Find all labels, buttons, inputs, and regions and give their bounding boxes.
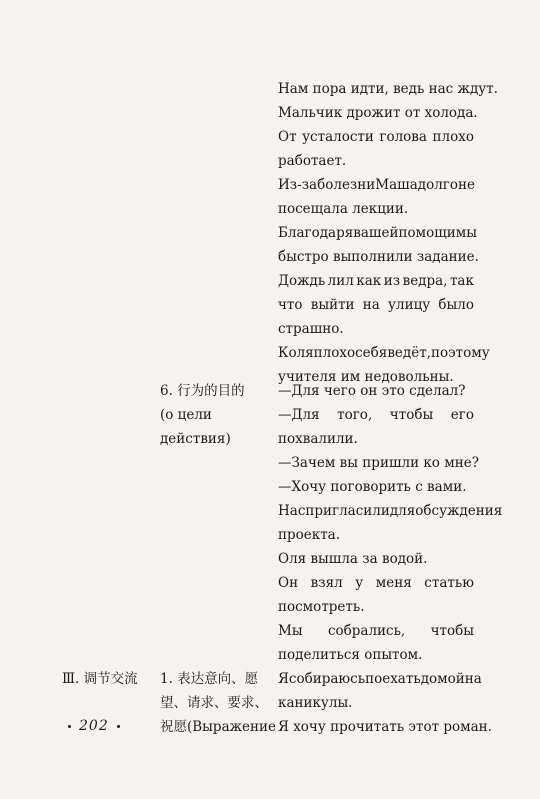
word: помощи	[398, 225, 456, 241]
text-line-ru-3	[278, 128, 474, 146]
word: так	[449, 273, 474, 289]
word: выйти	[310, 297, 355, 313]
text-line-ru-27: каникулы.	[278, 695, 353, 711]
word: взял	[310, 575, 343, 591]
word: вашей	[353, 225, 399, 241]
text-line-cat-6-title: 6. 行为的目的	[160, 383, 245, 399]
word: его	[450, 407, 474, 423]
word: голова	[379, 129, 427, 145]
word: что	[278, 297, 303, 313]
text-line-ru-6: посещала лекции.	[278, 201, 409, 217]
word: плохо	[432, 129, 474, 145]
word: собираюсь	[288, 671, 366, 687]
word: Нас	[278, 503, 306, 519]
text-line-ru-14: —Для чего он это сделал?	[278, 383, 466, 399]
word: Он	[278, 575, 299, 591]
text-line-ru-12	[278, 344, 490, 362]
page-number	[60, 718, 128, 734]
word: плохо	[313, 345, 356, 361]
text-line-ru-23: посмотреть.	[278, 599, 365, 615]
word: меня	[375, 575, 412, 591]
word: как	[356, 273, 382, 289]
text-line-ru-25: поделиться опытом.	[278, 647, 423, 663]
word: статью	[424, 575, 474, 591]
text-line-ru-22	[278, 574, 474, 592]
bullet-right-icon	[117, 725, 120, 728]
word: Мы	[278, 623, 303, 639]
text-line-cat-1-line-1: 1. 表达意向、愿	[160, 671, 259, 687]
word: не	[458, 177, 475, 193]
word: Маша	[375, 177, 418, 193]
word: поэтому	[430, 345, 490, 361]
text-line-ru-1: Нам пора идти, ведь нас ждут.	[278, 81, 498, 97]
word: мы	[455, 225, 478, 241]
word: усталости	[302, 129, 374, 145]
word: болезни	[317, 177, 376, 193]
text-line-ru-13: учителя им недовольны.	[278, 369, 454, 385]
word: Дождь	[278, 273, 326, 289]
text-line-ru-20: проекта.	[278, 527, 341, 543]
word: на	[464, 671, 482, 687]
text-line-cat-6-ru-2: действия)	[160, 431, 231, 447]
text-line-cat-6-ru-1: (о цели	[160, 407, 212, 423]
text-line-cat-1-line-3: 祝愿(Выражение	[160, 719, 277, 735]
text-line-ru-16: похвалили.	[278, 431, 358, 447]
word: лил	[327, 273, 354, 289]
word: От	[278, 129, 297, 145]
text-line-ru-8: быстро выполнили задание.	[278, 249, 479, 265]
word: Коля	[278, 345, 314, 361]
word: того,	[337, 407, 373, 423]
word: долго	[417, 177, 458, 193]
word: чтобы	[389, 407, 434, 423]
text-line-ru-24	[278, 622, 474, 640]
word: собрались,	[327, 623, 406, 639]
word: себя	[355, 345, 388, 361]
text-line-ru-21: Оля вышла за водой.	[278, 551, 428, 567]
word: —Для	[278, 407, 320, 423]
text-line-ru-7	[278, 224, 478, 242]
bullet-left-icon	[68, 725, 71, 728]
word: было	[438, 297, 474, 313]
word: чтобы	[430, 623, 474, 639]
word: обсуждения	[415, 503, 503, 519]
word: ведра,	[402, 273, 448, 289]
word: пригласили	[305, 503, 390, 519]
text-line-ru-28: Я хочу прочитать этот роман.	[278, 719, 492, 735]
text-line-ru-4: работает.	[278, 153, 347, 169]
text-line-ru-5	[278, 176, 474, 194]
text-line-ru-2: Мальчик дрожит от холода.	[278, 105, 478, 121]
word: поехать	[365, 671, 421, 687]
text-line-ru-9	[278, 272, 474, 290]
word: у	[355, 575, 364, 591]
word: ведёт,	[387, 345, 431, 361]
word: на	[362, 297, 380, 313]
text-line-ru-10	[278, 296, 474, 314]
text-line-ru-15	[278, 406, 474, 424]
text-line-ru-18: —Хочу поговорить с вами.	[278, 479, 467, 495]
word: из	[383, 273, 401, 289]
word: для	[389, 503, 416, 519]
word: Благодаря	[278, 225, 354, 241]
word: Я	[278, 671, 289, 687]
text-line-ru-19	[278, 502, 503, 520]
text-line-ru-17: —Зачем вы пришли ко мне?	[278, 455, 479, 471]
word: улицу	[388, 297, 431, 313]
text-line-ru-26	[278, 670, 482, 688]
word: Из-за	[278, 177, 318, 193]
text-line-ru-11: страшно.	[278, 321, 344, 337]
text-line-sec-3-title: Ⅲ. 调节交流	[62, 671, 138, 687]
page-number-text: 202	[79, 718, 109, 734]
word: домой	[420, 671, 465, 687]
text-line-cat-1-line-2: 望、请求、要求、	[160, 695, 268, 711]
